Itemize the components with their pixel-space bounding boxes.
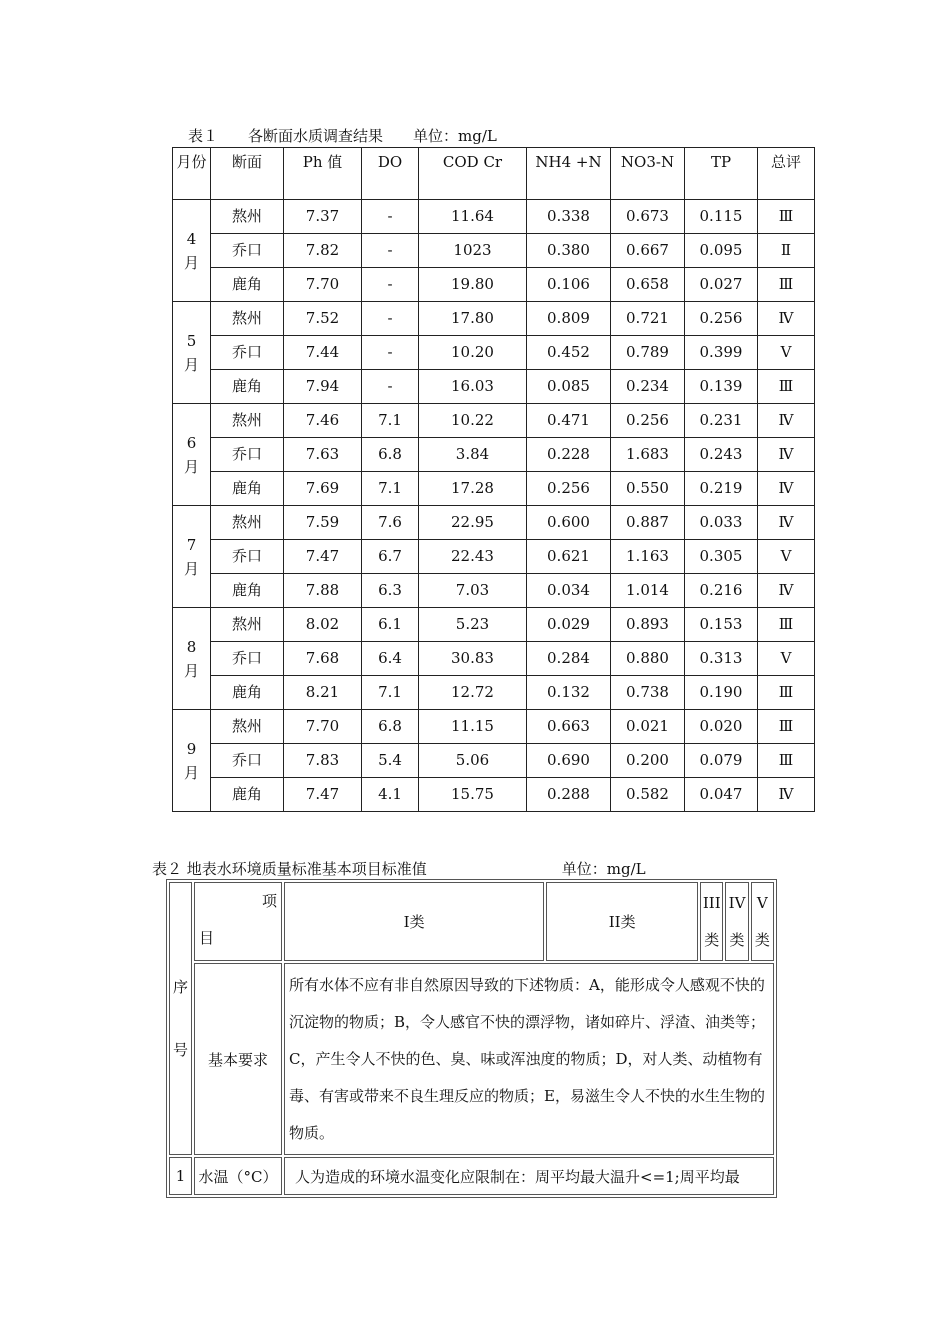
table-cell: 6.3 xyxy=(362,574,419,608)
table-cell: 0.471 xyxy=(527,404,611,438)
table-cell: 7.82 xyxy=(284,234,362,268)
table-cell: 0.789 xyxy=(611,336,685,370)
class-2-header: II类 xyxy=(546,882,698,961)
table-cell: 熬州 xyxy=(211,302,284,336)
table-cell: 15.75 xyxy=(419,778,527,812)
table-cell: 5.23 xyxy=(419,608,527,642)
header-cell: TP xyxy=(685,148,758,200)
header-cell: 总评 xyxy=(758,148,815,200)
table-cell: 10.20 xyxy=(419,336,527,370)
surface-water-standard-table xyxy=(166,879,777,1198)
table-cell: 0.305 xyxy=(685,540,758,574)
table-cell: 5.4 xyxy=(362,744,419,778)
table-cell: 6.8 xyxy=(362,710,419,744)
table-cell: 0.216 xyxy=(685,574,758,608)
table-cell: 7.94 xyxy=(284,370,362,404)
table-row xyxy=(173,778,815,812)
table-cell: 乔口 xyxy=(211,642,284,676)
table-cell: 6.8 xyxy=(362,438,419,472)
table-cell: 30.83 xyxy=(419,642,527,676)
table-cell: 鹿角 xyxy=(211,472,284,506)
table-row xyxy=(173,608,815,642)
table-cell: 0.243 xyxy=(685,438,758,472)
table-cell: 乔口 xyxy=(211,744,284,778)
table-cell: 鹿角 xyxy=(211,676,284,710)
table-cell: Ⅲ xyxy=(758,676,815,710)
table-cell: 0.452 xyxy=(527,336,611,370)
class-3-header: III类 xyxy=(700,882,723,961)
table-cell: 乔口 xyxy=(211,336,284,370)
table-cell: 1.163 xyxy=(611,540,685,574)
table-cell: 6.1 xyxy=(362,608,419,642)
table-cell: 熬州 xyxy=(211,506,284,540)
table-cell: 乔口 xyxy=(211,540,284,574)
table-cell: 7.46 xyxy=(284,404,362,438)
table-cell: 7.52 xyxy=(284,302,362,336)
table-row xyxy=(173,404,815,438)
table-cell: 0.256 xyxy=(527,472,611,506)
month-cell: 6月 xyxy=(173,404,211,506)
table-cell: 7.59 xyxy=(284,506,362,540)
table-row xyxy=(173,370,815,404)
table-cell: 0.582 xyxy=(611,778,685,812)
header-cell: COD Cr xyxy=(419,148,527,200)
table-cell: 0.893 xyxy=(611,608,685,642)
header-cell: 月份 xyxy=(173,148,211,200)
table-cell: 0.621 xyxy=(527,540,611,574)
table-cell: 7.63 xyxy=(284,438,362,472)
table-cell: 7.1 xyxy=(362,404,419,438)
table-cell: V xyxy=(758,540,815,574)
table-cell: 7.70 xyxy=(284,710,362,744)
table-cell: Ⅲ xyxy=(758,200,815,234)
table-cell: 0.550 xyxy=(611,472,685,506)
table-cell: - xyxy=(362,234,419,268)
table-cell: 7.68 xyxy=(284,642,362,676)
month-cell: 5月 xyxy=(173,302,211,404)
table-cell: 7.69 xyxy=(284,472,362,506)
table-cell: 0.256 xyxy=(685,302,758,336)
table-cell: - xyxy=(362,336,419,370)
table-cell: 0.338 xyxy=(527,200,611,234)
basic-requirement-text: 所有水体不应有非自然原因导致的下述物质：A，能形成令人感观不快的沉淀物的物质；B，令人感官不快的漂浮物，诸如碎片、浮渣、油类等；C，产生令人不快的色、臭、味或浑浊度的物质；D，对人类、动植物有毒、有害或带来不良生理反应的物质；E，易滋生令人不快的水生生物的物质。 xyxy=(284,963,774,1155)
table-cell: 16.03 xyxy=(419,370,527,404)
month-cell: 7月 xyxy=(173,506,211,608)
table-cell: 0.029 xyxy=(527,608,611,642)
table-cell: 11.64 xyxy=(419,200,527,234)
table-cell: Ⅴ xyxy=(758,642,815,676)
header-cell: Ph 值 xyxy=(284,148,362,200)
table-cell: Ⅳ xyxy=(758,506,815,540)
table-cell: 0.228 xyxy=(527,438,611,472)
table-row xyxy=(173,200,815,234)
table-cell: 0.284 xyxy=(527,642,611,676)
table-cell: Ⅲ xyxy=(758,608,815,642)
table-cell: 10.22 xyxy=(419,404,527,438)
table-cell: 0.095 xyxy=(685,234,758,268)
table-cell: 0.231 xyxy=(685,404,758,438)
table-cell: 5.06 xyxy=(419,744,527,778)
table-cell: Ⅴ xyxy=(758,336,815,370)
table-cell: Ⅳ xyxy=(758,472,815,506)
row1-item: 水温（°C） xyxy=(194,1157,282,1195)
table-cell: 7.88 xyxy=(284,574,362,608)
table-cell: - xyxy=(362,268,419,302)
table-cell: Ⅳ xyxy=(758,302,815,336)
table-cell: 7.1 xyxy=(362,472,419,506)
table-cell: 0.020 xyxy=(685,710,758,744)
table-cell: 熬州 xyxy=(211,608,284,642)
month-cell: 4月 xyxy=(173,200,211,302)
row1-text: 人为造成的环境水温变化应限制在：周平均最大温升<=1;周平均最 xyxy=(284,1157,774,1195)
table-cell: Ⅲ xyxy=(758,710,815,744)
table-cell: 22.95 xyxy=(419,506,527,540)
table-cell: 0.047 xyxy=(685,778,758,812)
table-row xyxy=(173,302,815,336)
table-cell: 7.6 xyxy=(362,506,419,540)
table-row xyxy=(173,234,815,268)
table-cell: 3.84 xyxy=(419,438,527,472)
table-row xyxy=(173,574,815,608)
class-4-header: IV类 xyxy=(725,882,748,961)
table-cell: 0.153 xyxy=(685,608,758,642)
table-cell: 0.256 xyxy=(611,404,685,438)
table-row xyxy=(173,710,815,744)
table-cell: 1.014 xyxy=(611,574,685,608)
item-header: 项 目 xyxy=(194,882,282,961)
table-row xyxy=(173,268,815,302)
table-cell: 1.683 xyxy=(611,438,685,472)
table-cell: 0.139 xyxy=(685,370,758,404)
table-cell: 鹿角 xyxy=(211,574,284,608)
table-cell: 0.738 xyxy=(611,676,685,710)
table-cell: Ⅳ xyxy=(758,438,815,472)
table-cell: 0.313 xyxy=(685,642,758,676)
header-cell: 断面 xyxy=(211,148,284,200)
class-1-header: I类 xyxy=(284,882,544,961)
table-cell: 4.1 xyxy=(362,778,419,812)
table-cell: 0.880 xyxy=(611,642,685,676)
table-cell: 0.380 xyxy=(527,234,611,268)
table-cell: 6.7 xyxy=(362,540,419,574)
table-row xyxy=(173,744,815,778)
table-cell: 0.673 xyxy=(611,200,685,234)
table-row xyxy=(173,472,815,506)
table-cell: 0.600 xyxy=(527,506,611,540)
table-cell: 7.44 xyxy=(284,336,362,370)
table1-caption: 表１ 各断面水质调查结果 单位：mg/L xyxy=(188,127,497,145)
table-cell: Ⅳ xyxy=(758,404,815,438)
table-cell: 0.027 xyxy=(685,268,758,302)
table-cell: 1023 xyxy=(419,234,527,268)
class-5-header: V类 xyxy=(751,882,774,961)
table-row xyxy=(173,506,815,540)
table-cell: 鹿角 xyxy=(211,370,284,404)
table-row xyxy=(173,438,815,472)
table-cell: 熬州 xyxy=(211,710,284,744)
table-cell: 8.21 xyxy=(284,676,362,710)
table-cell: 7.03 xyxy=(419,574,527,608)
table-cell: 0.690 xyxy=(527,744,611,778)
table-row xyxy=(173,676,815,710)
table-cell: 7.37 xyxy=(284,200,362,234)
table-cell: 熬州 xyxy=(211,200,284,234)
table-cell: 7.47 xyxy=(284,540,362,574)
row1-seq: 1 xyxy=(169,1157,192,1195)
table-cell: 17.80 xyxy=(419,302,527,336)
table-cell: 0.106 xyxy=(527,268,611,302)
table-cell: Ⅲ xyxy=(758,744,815,778)
table-cell: 6.4 xyxy=(362,642,419,676)
table-cell: 8.02 xyxy=(284,608,362,642)
table-cell: 乔口 xyxy=(211,438,284,472)
table-cell: 11.15 xyxy=(419,710,527,744)
table-cell: 鹿角 xyxy=(211,778,284,812)
table-cell: 17.28 xyxy=(419,472,527,506)
table-cell: 0.887 xyxy=(611,506,685,540)
table-cell: 7.83 xyxy=(284,744,362,778)
table-cell: 0.190 xyxy=(685,676,758,710)
table-cell: 0.033 xyxy=(685,506,758,540)
table-cell: 22.43 xyxy=(419,540,527,574)
table-cell: 12.72 xyxy=(419,676,527,710)
table-cell: 0.667 xyxy=(611,234,685,268)
table-row xyxy=(173,336,815,370)
table-cell: 0.288 xyxy=(527,778,611,812)
table-cell: 0.079 xyxy=(685,744,758,778)
table-cell: 0.234 xyxy=(611,370,685,404)
table-cell: 7.70 xyxy=(284,268,362,302)
table-cell: 0.132 xyxy=(527,676,611,710)
water-quality-table xyxy=(172,147,815,812)
table-cell: - xyxy=(362,302,419,336)
table-cell: Ⅳ xyxy=(758,778,815,812)
month-cell: 9月 xyxy=(173,710,211,812)
table-cell: Ⅲ xyxy=(758,370,815,404)
table-cell: 7.1 xyxy=(362,676,419,710)
table-header-row xyxy=(173,148,815,200)
table-cell: 熬州 xyxy=(211,404,284,438)
table-cell: - xyxy=(362,370,419,404)
table-cell: 19.80 xyxy=(419,268,527,302)
table2-caption: 表２ 地表水环境质量标准基本项目标准值 单位：mg/L xyxy=(152,860,646,878)
seq-header: 序号 xyxy=(169,882,192,1155)
table-cell: 0.721 xyxy=(611,302,685,336)
table-cell: - xyxy=(362,200,419,234)
table-cell: 7.47 xyxy=(284,778,362,812)
table-cell: 0.034 xyxy=(527,574,611,608)
table-cell: 0.663 xyxy=(527,710,611,744)
header-cell: NO3-N xyxy=(611,148,685,200)
basic-requirement-row xyxy=(169,963,774,1155)
table-cell: 0.085 xyxy=(527,370,611,404)
table-cell: 0.658 xyxy=(611,268,685,302)
basic-requirement-label: 基本要求 xyxy=(194,963,282,1155)
table-cell: 鹿角 xyxy=(211,268,284,302)
water-temperature-row xyxy=(169,1157,774,1195)
table-cell: 0.021 xyxy=(611,710,685,744)
table2-header-row xyxy=(169,882,774,961)
table-row xyxy=(173,540,815,574)
month-cell: 8月 xyxy=(173,608,211,710)
table-cell: Ⅳ xyxy=(758,574,815,608)
table-cell: 0.219 xyxy=(685,472,758,506)
table-cell: 0.399 xyxy=(685,336,758,370)
table-cell: 0.809 xyxy=(527,302,611,336)
header-cell: NH4 +N xyxy=(527,148,611,200)
table-cell: Ⅲ xyxy=(758,268,815,302)
table-row xyxy=(173,642,815,676)
table-cell: 0.200 xyxy=(611,744,685,778)
header-cell: DO xyxy=(362,148,419,200)
table-cell: 0.115 xyxy=(685,200,758,234)
table-cell: 乔口 xyxy=(211,234,284,268)
table-cell: Ⅱ xyxy=(758,234,815,268)
